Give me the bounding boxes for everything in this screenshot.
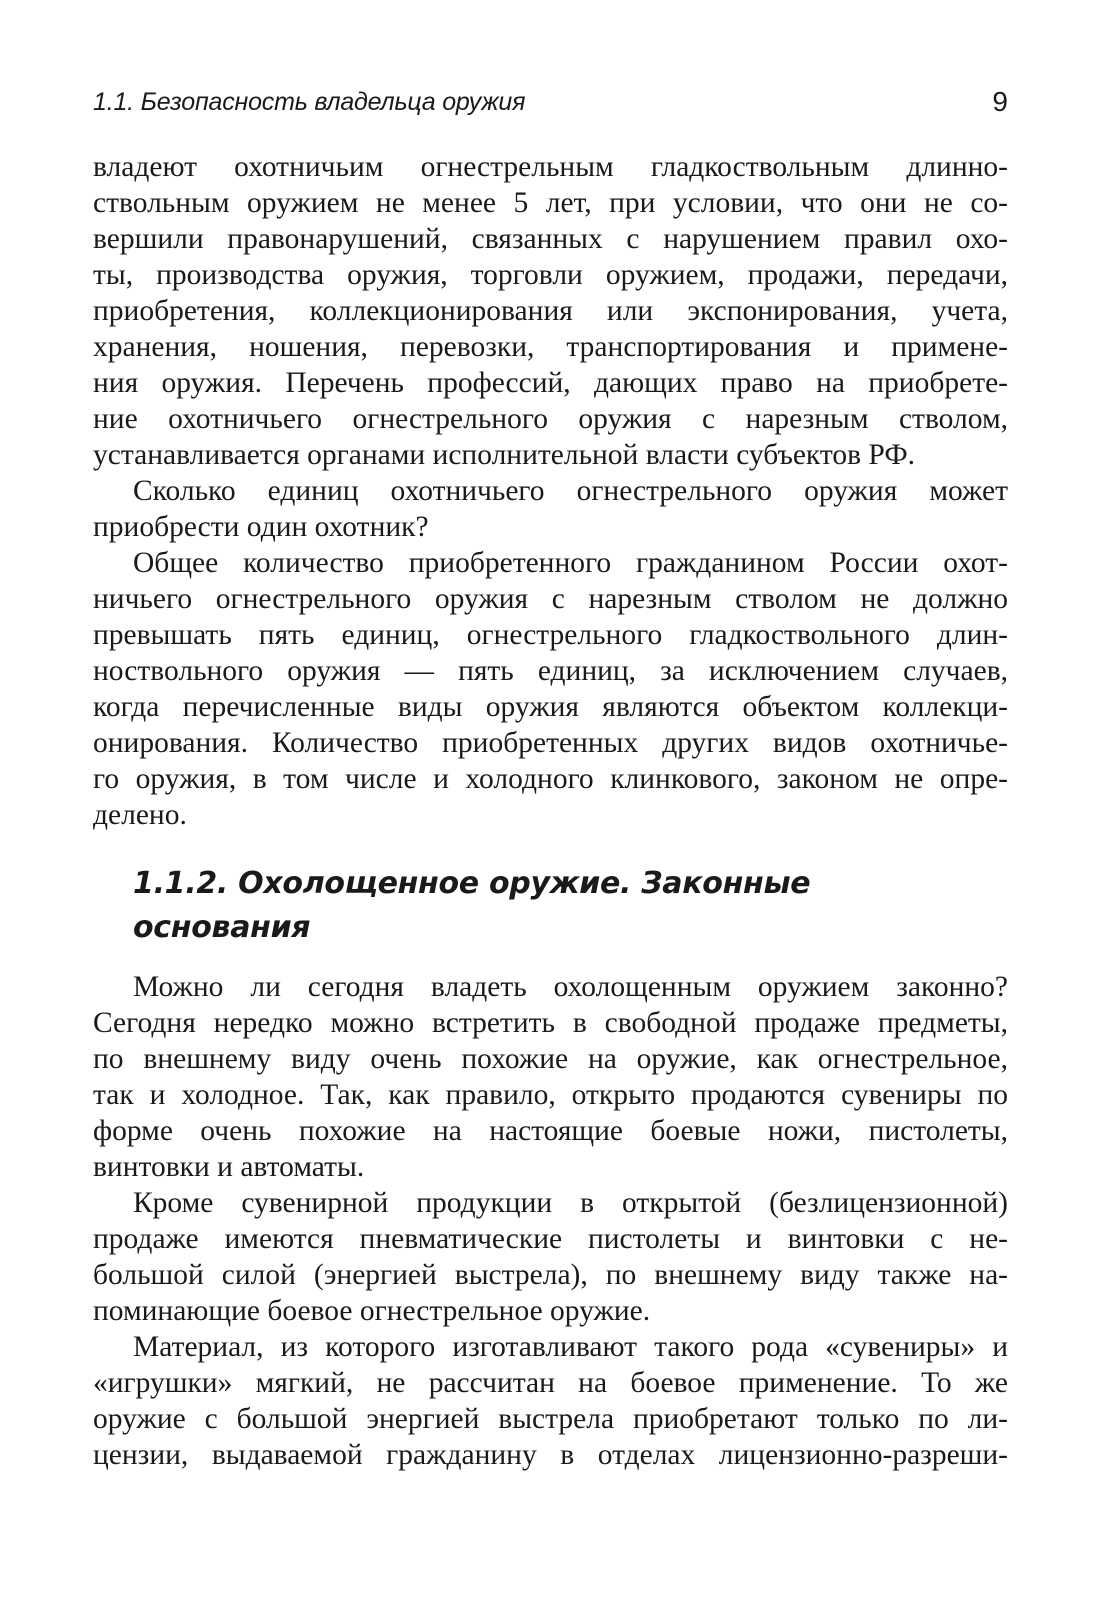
text-line: устанавливается органами исполнительной власти субъектов РФ. [93,439,915,471]
text-line: большой силой (энергией выстрела), по внешнему виду также на- [93,1259,1008,1291]
text-line: ствольным оружием не менее 5 лет, при условии, что они не со- [93,187,1008,219]
text-line: так и холодное. Так, как правило, открыто продаются сувениры по [93,1079,1008,1111]
text-line: делено. [93,799,187,831]
text-line: Кроме сувенирной продукции в открытой (безлицензионной) [133,1187,1008,1219]
text-line: винтовки и автоматы. [93,1151,365,1183]
text-line: онирования. Количество приобретенных других видов охотничье- [93,727,1008,759]
text-line: Общее количество приобретенного гражданином России охот- [133,547,1008,579]
text-line: оружие с большой энергией выстрела приобретают только по ли- [93,1403,1008,1435]
text-line: ния оружия. Перечень профессий, дающих право на приобрете- [93,367,1008,399]
text-line: го оружия, в том числе и холодного клинкового, законом не опре- [93,763,1008,795]
page-number: 9 [992,86,1008,117]
text-line: хранения, ношения, перевозки, транспортирования и примене- [93,331,1008,363]
running-header-title: 1.1. Безопасность владельца оружия [93,88,526,116]
text-line: ноствольного оружия — пять единиц, за исключением случаев, [93,655,1008,687]
text-line: вершили правонарушений, связанных с нарушением правил охо- [93,223,1008,255]
text-line: Сколько единиц охотничьего огнестрельного оружия может [133,475,1008,507]
text-line: владеют охотничьим огнестрельным гладкоствольным длинно- [93,151,1008,183]
text-line: цензии, выдаваемой гражданину в отделах лицензионно-разреши- [93,1439,1008,1471]
running-header [93,84,1008,124]
text-line: Сегодня нередко можно встретить в свободной продаже предметы, [93,1007,1008,1039]
text-line: Можно ли сегодня владеть охолощенным оружием законно? [133,971,1008,1003]
text-line: ты, производства оружия, торговли оружием, продажи, передачи, [93,259,1008,291]
text-line: Материал, из которого изготавливают такого рода «сувениры» и [133,1331,1008,1363]
text-line: приобрести один охотник? [93,511,429,543]
text-line: по внешнему виду очень похожие на оружие, как огнестрельное, [93,1043,1008,1075]
text-line: превышать пять единиц, огнестрельного гладкоствольного длин- [93,619,1008,651]
text-line: приобретения, коллекционирования или экспонирования, учета, [93,295,1008,327]
text-line: когда перечисленные виды оружия являются объектом коллекци- [93,691,1008,723]
text-line: поминающие боевое огнестрельное оружие. [93,1295,651,1327]
text-line: ние охотничьего огнестрельного оружия с нарезным стволом, [93,403,1008,435]
text-line: форме очень похожие на настоящие боевые ножи, пистолеты, [93,1115,1008,1147]
section-heading: основания [133,910,311,945]
section-heading: 1.1.2. Охолощенное оружие. Законные [133,866,811,901]
text-line: ничьего огнестрельного оружия с нарезным стволом не должно [93,583,1008,615]
text-line: «игрушки» мягкий, не рассчитан на боевое применение. То же [93,1367,1008,1399]
text-line: продаже имеются пневматические пистолеты и винтовки с не- [93,1223,1008,1255]
